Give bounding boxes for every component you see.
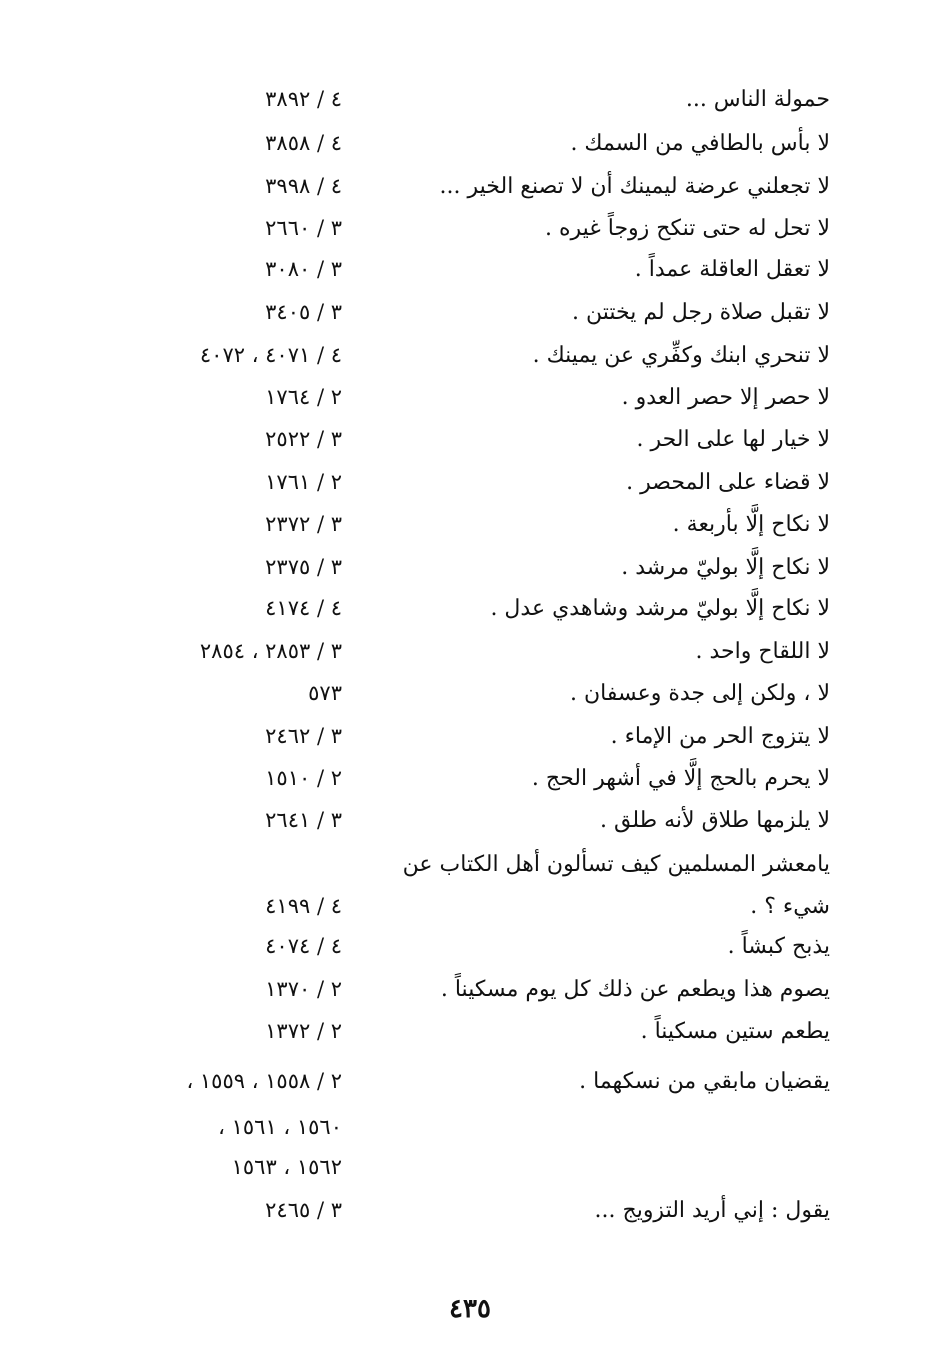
entry-ref: ٣ / ٢٨٥٣ ، ٢٨٥٤: [199, 639, 342, 663]
page-number: ٤٣٥: [449, 1294, 491, 1324]
entry-text: يطعم ستين مسكيناً .: [640, 1019, 830, 1044]
entry-ref: ٣ / ٢٤٦٢: [265, 724, 342, 748]
entry-ref: ٤ / ٤١٩٩: [265, 894, 342, 918]
entry-text: يقول : إني أريد التزويج ...: [594, 1198, 830, 1223]
entry-text: لا خيار لها على الحر .: [636, 427, 830, 452]
entry-ref: ٤ / ٤٠٧٤: [265, 934, 342, 958]
entry-text: لا ، ولكن إلى جدة وعسفان .: [569, 681, 830, 706]
entry-text: لا اللقاح واحد .: [695, 639, 830, 664]
entry-ref: ٤ / ٣٨٥٨: [265, 131, 342, 155]
entry-text: يصوم هذا ويطعم عن ذلك كل يوم مسكيناً .: [440, 977, 830, 1002]
entry-text: لا تجعلني عرضة ليمينك أن لا تصنع الخير ...: [439, 174, 830, 199]
entry-text: حمولة الناس ...: [685, 87, 830, 112]
entry-text: لا حصر إلا حصر العدو .: [621, 385, 830, 410]
entry-text: لا يلزمها طلاق لأنه طلق .: [600, 808, 830, 833]
entry-ref: ٣ / ٣٤٠٥: [265, 300, 342, 324]
entry-ref: ٣ / ٢٦٤١: [265, 808, 342, 832]
entry-text: لا يحرم بالحج إلَّا في أشهر الحج .: [531, 766, 830, 791]
entry-text: شيء ؟ .: [750, 894, 830, 919]
entry-ref: ٢ / ١٧٦١: [265, 470, 342, 494]
entry-ref-continued: ١٥٦٠ ، ١٥٦١ ،: [218, 1115, 342, 1139]
entry-ref: ٣ / ٢٦٦٠: [265, 216, 342, 240]
entry-ref: ٣ / ٢٣٧٢: [265, 512, 342, 536]
entry-ref: ٢ / ١٣٧٢: [265, 1019, 342, 1043]
entry-text: يقضيان مابقي من نسكهما .: [579, 1069, 830, 1094]
entry-text: لا تنحري ابنك وكفِّري عن يمينك .: [532, 343, 830, 368]
entry-ref: ٤ / ٣٩٩٨: [265, 174, 342, 198]
entry-ref: ٥٧٣: [308, 681, 342, 705]
entry-ref: ٣ / ٢٥٢٢: [265, 427, 342, 451]
entry-text: لا نكاح إلَّا بأربعة .: [672, 512, 830, 537]
entry-ref: ٤ / ٤٠٧١ ، ٤٠٧٢: [199, 343, 342, 367]
entry-ref: ٤ / ٤١٧٤: [265, 596, 342, 620]
entry-text: لا تقبل صلاة رجل لم يختتن .: [572, 300, 830, 325]
entry-text: يذبح كبشاً .: [727, 934, 830, 959]
entry-ref-continued: ١٥٦٢ ، ١٥٦٣: [231, 1155, 342, 1179]
entry-text: لا تحل له حتى تنكح زوجاً غيره .: [544, 216, 830, 241]
entry-ref: ٣ / ٢٤٦٥: [265, 1198, 342, 1222]
entry-ref: ٢ / ١٥١٠: [265, 766, 342, 790]
entry-ref: ٣ / ٣٠٨٠: [265, 257, 342, 281]
entry-text: يامعشر المسلمين كيف تسألون أهل الكتاب عن: [402, 852, 830, 877]
entry-text: لا يتزوج الحر من الإماء .: [610, 724, 830, 749]
entry-ref: ٣ / ٢٣٧٥: [265, 555, 342, 579]
entry-ref: ٢ / ١٣٧٠: [265, 977, 342, 1001]
entry-ref: ٤ / ٣٨٩٢: [265, 87, 342, 111]
entry-text: لا نكاح إلَّا بوليّ مرشد وشاهدي عدل .: [490, 596, 830, 621]
entry-text: لا قضاء على المحصر .: [626, 470, 830, 495]
entry-text: لا بأس بالطافي من السمك .: [570, 131, 830, 156]
entry-ref: ٢ / ١٥٥٨ ، ١٥٥٩ ،: [186, 1069, 342, 1093]
entry-text: لا نكاح إلَّا بوليّ مرشد .: [621, 555, 830, 580]
entry-ref: ٢ / ١٧٦٤: [265, 385, 342, 409]
entry-text: لا تعقل العاقلة عمداً .: [634, 257, 830, 282]
